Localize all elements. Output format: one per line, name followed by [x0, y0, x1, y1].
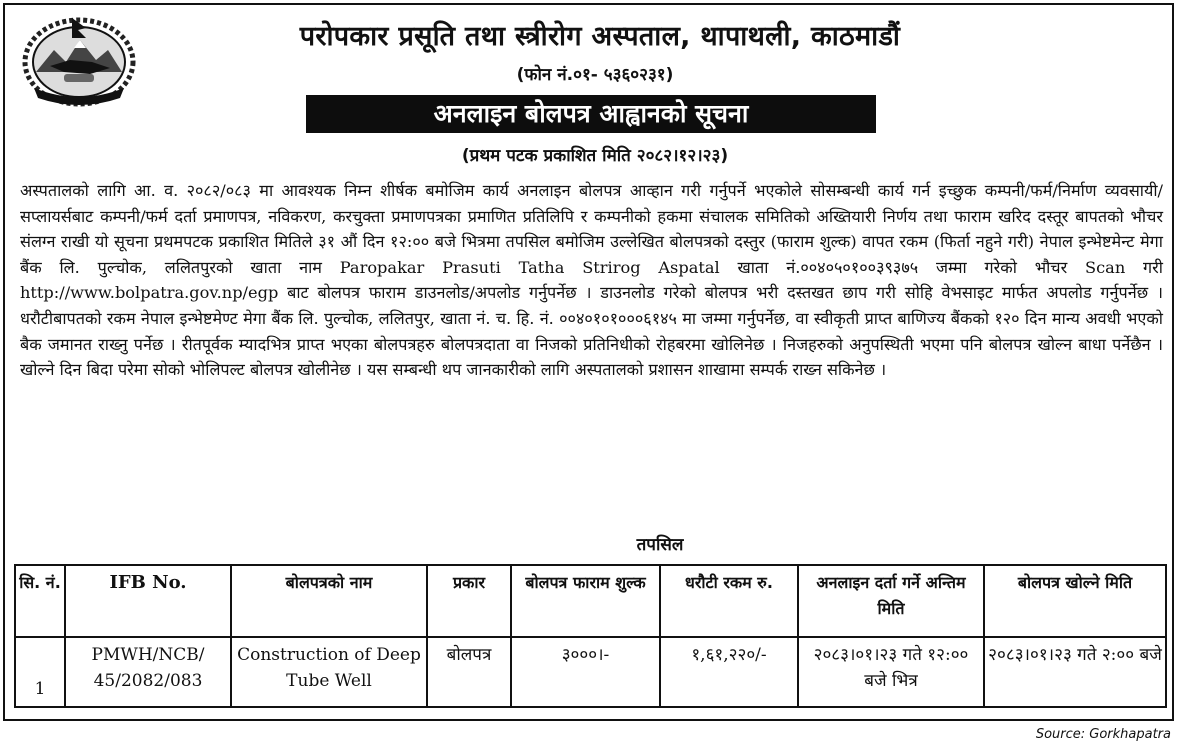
header-fee: बोलपत्र फाराम शुल्क [511, 565, 660, 637]
header-type: प्रकार [427, 565, 511, 637]
published-date: (प्रथम पटक प्रकाशित मिति २०८२।१२।२३) [461, 146, 729, 166]
header-deposit: धरौटी रकम रु. [660, 565, 798, 637]
hospital-title: परोपकार प्रसूति तथा स्त्रीरोग अस्पताल, थापाथली, काठमाडौं [299, 21, 901, 52]
header-name: बोलपत्रको नाम [231, 565, 427, 637]
header-ifb: IFB No. [65, 565, 231, 637]
table-row [15, 637, 1166, 707]
cell-deposit: १,६१,२२०/- [660, 637, 798, 707]
notice-banner: अनलाइन बोलपत्र आह्वानको सूचना [306, 95, 876, 133]
header-sn: सि. नं. [15, 565, 65, 637]
hospital-phone: (फोन नं.०१- ५३६०२३१) [516, 65, 674, 85]
cell-name: Construction of Deep Tube Well [231, 637, 427, 707]
source-credit: Source: Gorkhapatra [1035, 727, 1171, 742]
cell-type: बोलपत्र [427, 637, 511, 707]
cell-deadline: २०८३।०१।२३ गते १२:०० बजे भित्र [798, 637, 984, 707]
schedule-table [14, 564, 1167, 708]
header-opening: बोलपत्र खोल्ने मिति [984, 565, 1166, 637]
notice-body: अस्पतालको लागि आ. व. २०८२/०८३ मा आवश्यक निम्न शीर्षक बमोजिम कार्य अनलाइन बोलपत्र आव्हान गरी गर्नुपर्ने भएकोले सोसम्बन्धी कार्य गर्न इच्छुक कम्पनी/फर्म/निर्माण व्यवसायी/सप्लायर्सबाट कम्पनी/फर्म दर्ता प्रमाणपत्र, नविकरण, करचुक्ता प्रमाणपत्रका प्रमाणित प्रतिलिपि र कम्पनीको हकमा संचालक समितिको अख्तियारी निर्णय तथा फाराम खरिद दस्तूर बापतको भौचर संलग्न राखी यो सूचना प्रथमपटक प्रकाशित मितिले ३१ औं दिन १२:०० बजे भित्रमा तपसिल बमोजिम उल्लेखित बोलपत्रको दस्तुर (फाराम शुल्क) वापत रकम (फिर्ता नहुने गरी) नेपाल इन्भेष्टमेन्ट मेगा बैंक लि. पुल्चोक, ललितपुरको खाता नाम Paropakar Prasuti Tatha Strirog Aspatal खाता नं.००४०५०१००३९३७५ जम्मा गरेको भौचर Scan गरी http://www.bolpatra.gov.np/egp बाट बोलपत्र फाराम डाउनलोड/अपलोड गर्नुपर्नेछ । डाउनलोड गरेको बोलपत्र भरी दस्तखत छाप गरी सोहि वेभसाइट मार्फत अपलोड गर्नुपर्नेछ । धरौटीबापतको रकम नेपाल इन्भेष्टमेण्ट मेगा बैंक लि. पुल्चोक, ललितपुर, खाता नं. च. हि. नं. ००४०१०१०००६१४५ मा जम्मा गर्नुपर्नेछ, वा स्वीकृती प्राप्त बाणिज्य बैंकको १२० दिन मान्य अवधी भएको बैक जमानत राख्नु पर्नेछ । रीतपूर्वक म्यादभित्र प्राप्त भएका बोलपत्रहरु बोलपत्रदाता वा निजको प्रतिनिधीको रोहबरमा खोलिनेछ । निजहरुको अनुपस्थिती भएमा पनि बोलपत्र खोल्न बाधा पर्नेछैन । खोल्ने दिन बिदा परेमा सोको भोलिपल्ट बोलपत्र खोलीनेछ । यस सम्बन्धी थप जानकारीको लागि अस्पतालको प्रशासन शाखामा सम्पर्क राख्न सकिनेछ । [20, 181, 1163, 380]
cell-opening: २०८३।०१।२३ गते २:०० बजे [984, 637, 1166, 707]
cell-ifb: PMWH/NCB/ 45/2082/083 [65, 637, 231, 707]
cell-sn: 1 [15, 637, 65, 707]
schedule-header-row [15, 565, 1166, 637]
schedule-label: तपसिल [636, 535, 684, 555]
header-deadline: अनलाइन दर्ता गर्ने अन्तिम मिति [798, 565, 984, 637]
nepal-government-emblem-icon [20, 10, 138, 108]
cell-fee: ३०००।- [511, 637, 660, 707]
